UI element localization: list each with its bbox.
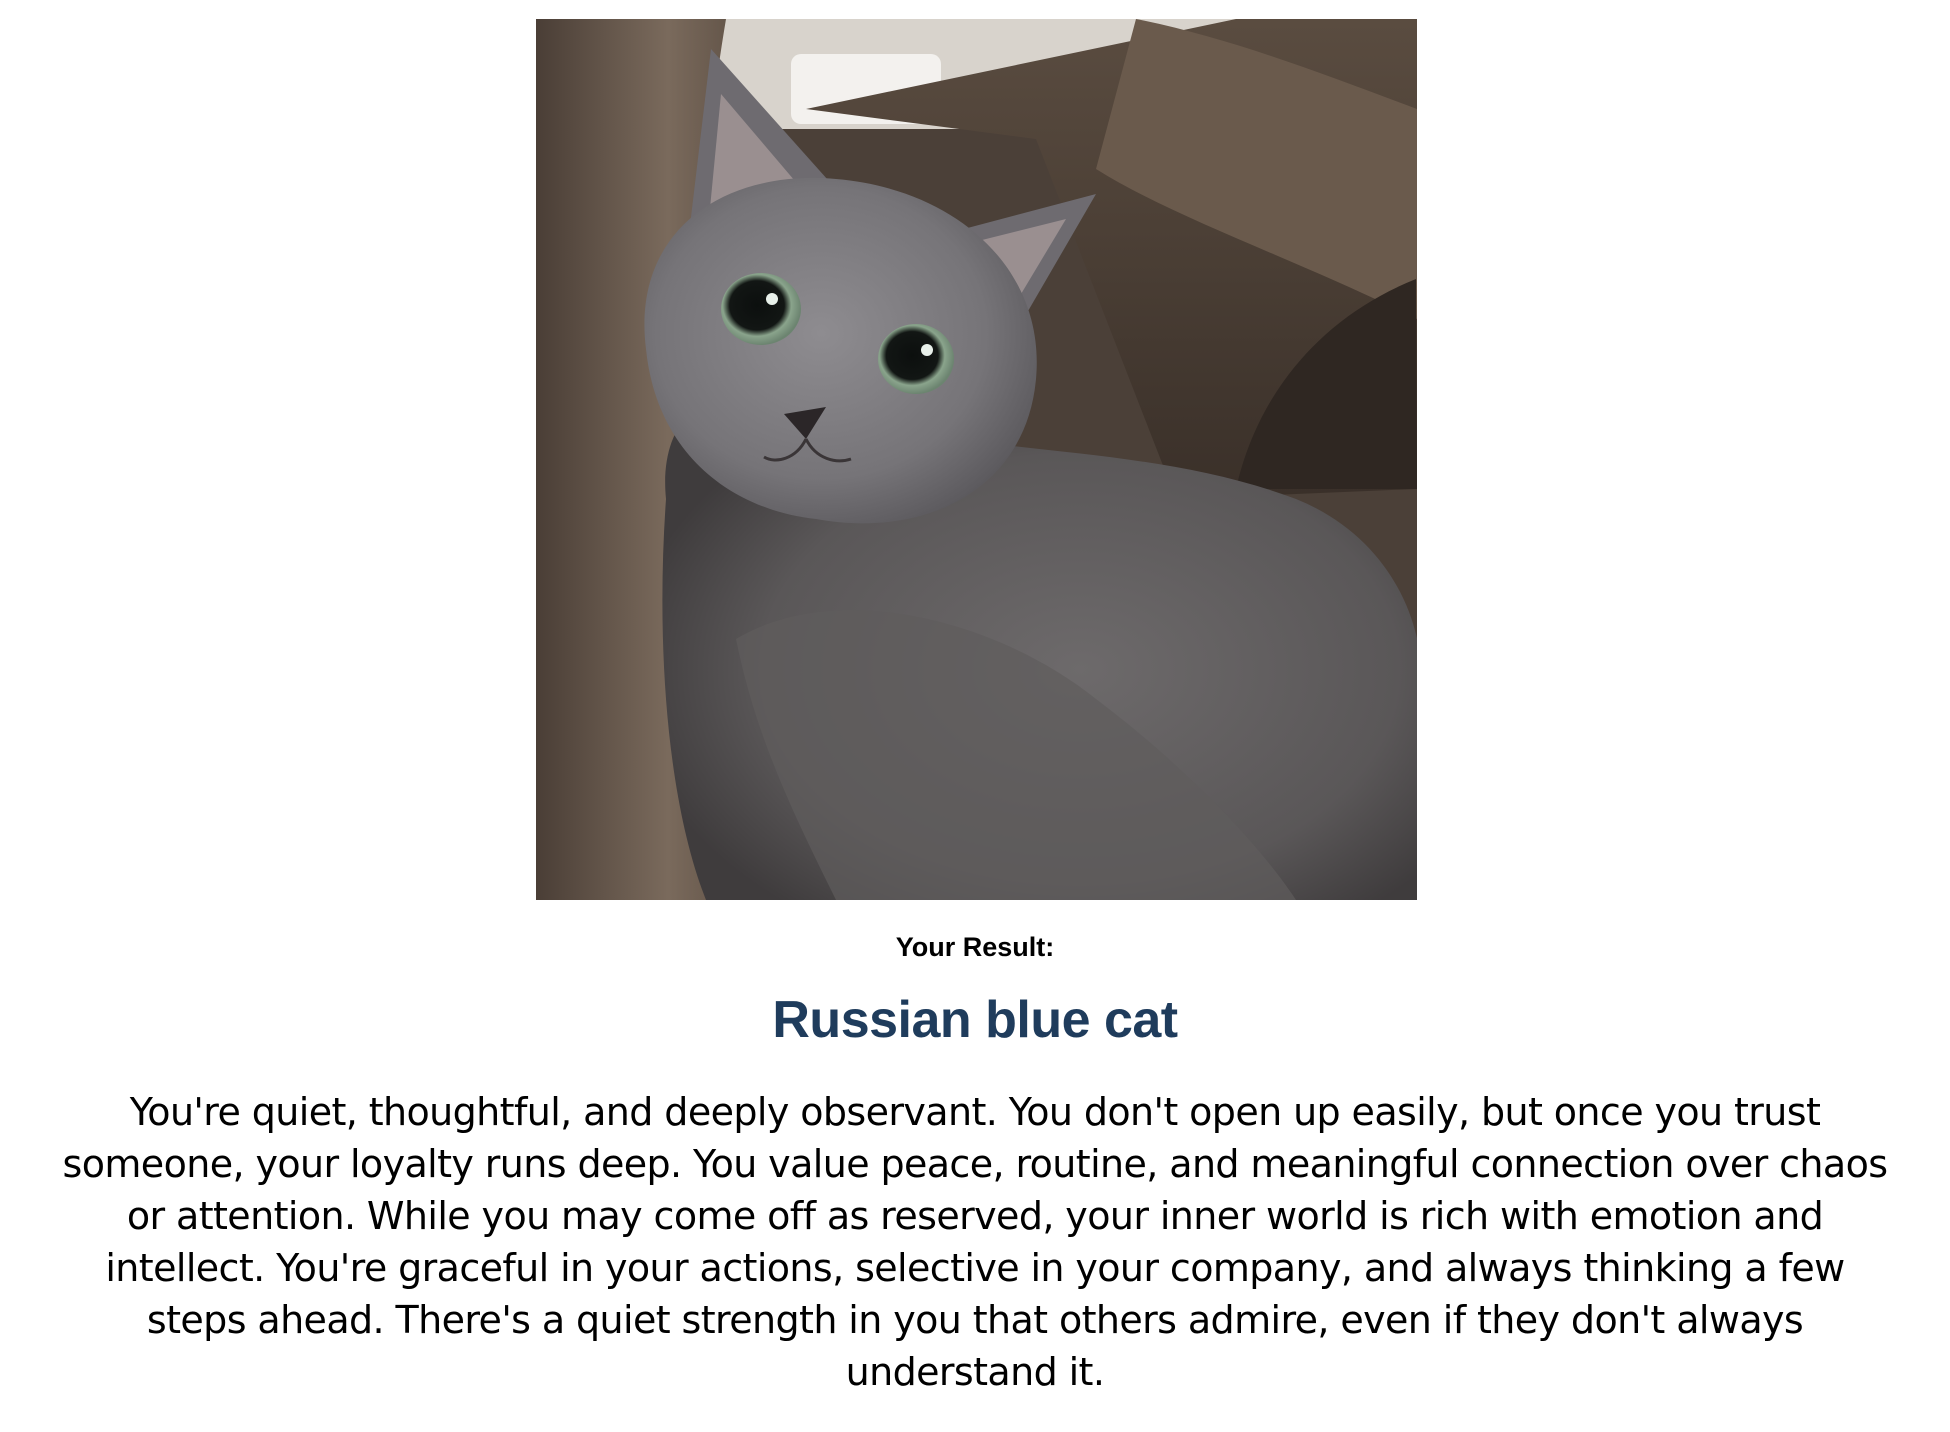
result-image xyxy=(536,19,1417,900)
result-title: Russian blue cat xyxy=(772,991,1178,1049)
result-label: Your Result: xyxy=(895,932,1055,962)
result-description: You're quiet, thoughtful, and deeply observant. You don't open up easily, but once you trust someone, your loyalty runs deep. You value peace, routine, and meaningful connection over chaos or attention. While you may come off as reserved, your inner world is rich with emotion and intellect. You're graceful in your actions, selective in your company, and always thinking a few steps ahead. There's a quiet strength in you that others admire, even if they don't always understand it. xyxy=(62,1090,1888,1394)
cat-photo-icon xyxy=(536,19,1417,900)
